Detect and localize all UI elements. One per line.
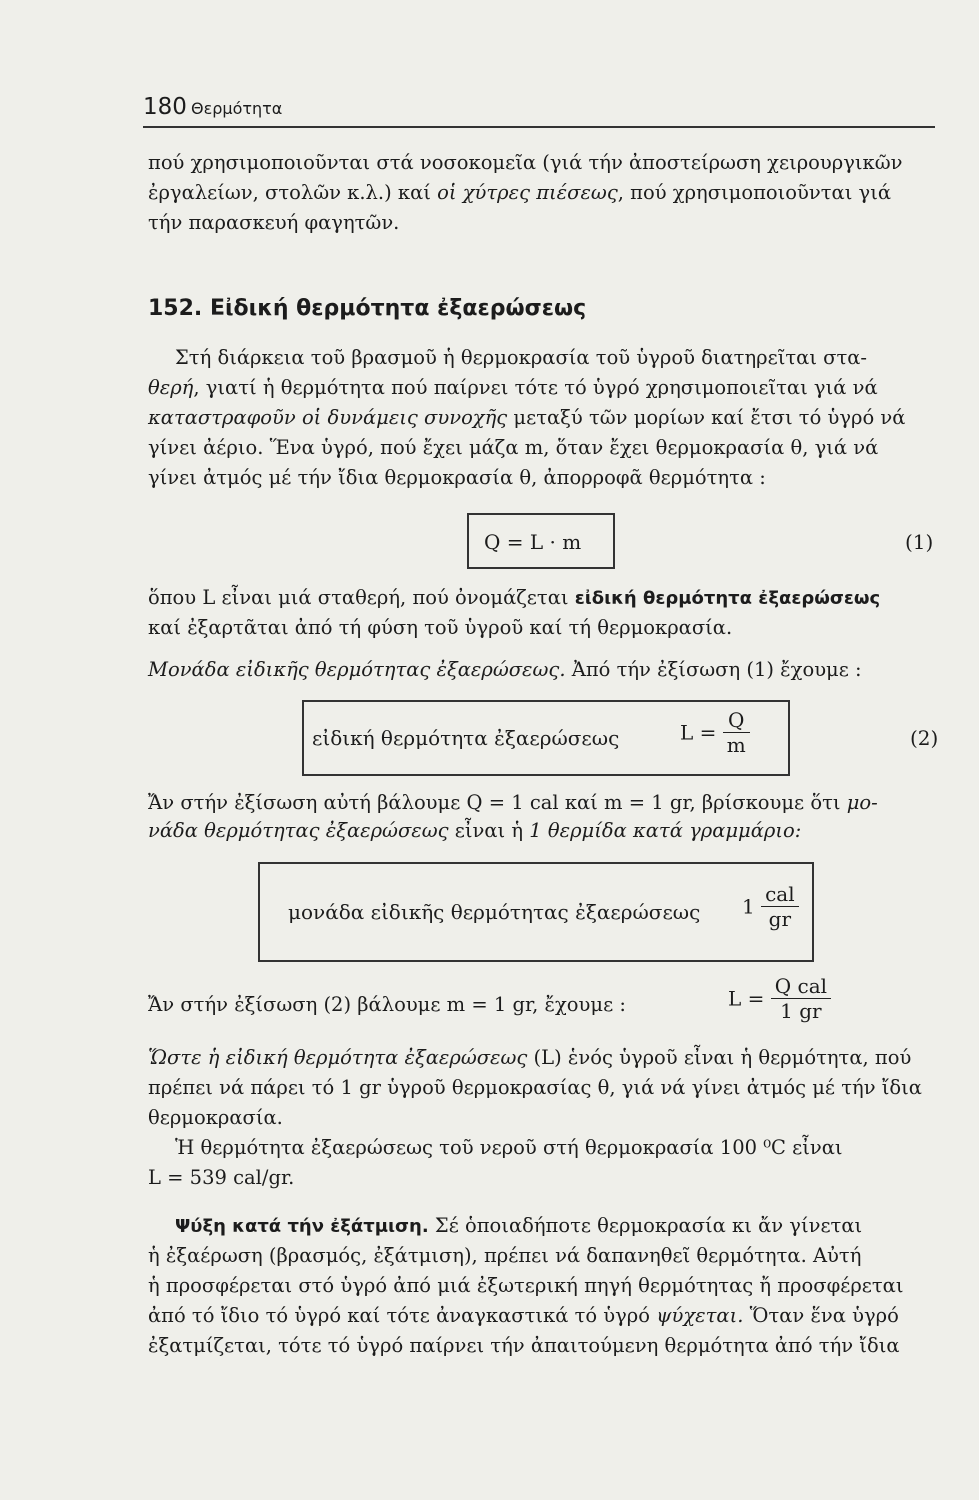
- equation-2-number: (2): [910, 726, 939, 750]
- para5-line-3: θερμοκρασία.: [148, 1106, 283, 1129]
- equation-2: L = $\frac{Q}{m}$: [680, 708, 750, 757]
- equation-2-label: εἰδική θερμότητα ἐξαερώσεως: [312, 726, 620, 750]
- intro-line-2: ἐργαλείων, στολῶν κ.λ.) καί οἱ χύτρες πιέσεως, πού χρησιμοποιοῦνται γιά: [148, 181, 892, 204]
- intro-line-1: πού χρησιμοποιοῦνται στά νοσοκομεῖα (γιά τήν ἀποστείρωση χειρουργικῶν: [148, 151, 903, 174]
- intro-line-3: τήν παρασκευή φαγητῶν.: [148, 211, 400, 234]
- equation-3-label: μονάδα εἰδικῆς θερμότητας ἐξαερώσεως: [288, 900, 701, 924]
- para1-line-1: Στή διάρκεια τοῦ βρασμοῦ ἡ θερμοκρασία τοῦ ὑγροῦ διατηρεῖται στα-: [175, 346, 868, 369]
- equation-3: 1 $\frac{\text{cal}}{gr}$: [742, 882, 799, 931]
- para7-line-1: Ψύξη κατά τήν ἐξάτμιση. Σέ ὁποιαδήποτε θερμοκρασία κι ἄν γίνεται: [175, 1214, 863, 1237]
- para4-line: Ἄν στήν ἐξίσωση (2) βάλουμε m = 1 gr, ἔχουμε :: [148, 993, 626, 1016]
- equation-1-number: (1): [905, 530, 934, 554]
- para7-line-5: ἐξατμίζεται, τότε τό ὑγρό παίρνει τήν ἀπαιτούμενη θερμότητα ἀπό τήν ἴδια: [148, 1334, 900, 1357]
- equation-1: Q = L · m: [484, 530, 582, 554]
- para5-line-1: Ὥστε ἡ εἰδική θερμότητα ἐξαερώσεως (L) ἑνός ὑγροῦ εἶναι ἡ θερμότητα, πού: [148, 1046, 912, 1069]
- para7-line-2: ἡ ἐξαέρωση (βρασμός, ἐξάτμιση), πρέπει νά δαπανηθεῖ θερμότητα. Αὐτή: [148, 1244, 862, 1267]
- para1-line-2: θερή, γιατί ἡ θερμότητα πού παίρνει τότε τό ὑγρό χρησιμοποιεῖται γιά νά: [148, 376, 878, 399]
- equation-4: L = $\frac{\text{Q cal}}{1 gr}$: [728, 974, 831, 1023]
- running-title: Θερμότητα: [191, 99, 283, 118]
- units-line: Μονάδα εἰδικῆς θερμότητας ἐξαερώσεως. Ἀπό τήν ἐξίσωση (1) ἔχουμε :: [148, 658, 862, 681]
- para1-line-4: γίνει ἀέριο. Ἕνα ὑγρό, πού ἔχει μάζα m, ὅταν ἔχει θερμοκρασία θ, γιά νά: [148, 436, 879, 459]
- para3-line-2: νάδα θερμότητας ἐξαερώσεως εἶναι ἡ 1 θερμίδα κατά γραμμάριο:: [148, 819, 802, 842]
- header-rule: [143, 126, 935, 128]
- para5-line-2: πρέπει νά πάρει τό 1 gr ὑγροῦ θερμοκρασίας θ, γιά νά γίνει ἀτμός μέ τήν ἴδια: [148, 1076, 922, 1099]
- para1-line-3: καταστραφοῦν οἱ δυνάμεις συνοχῆς μεταξύ τῶν μορίων καί ἔτσι τό ὑγρό νά: [148, 406, 906, 429]
- para3-line-1: Ἄν στήν ἐξίσωση αὐτή βάλουμε Q = 1 cal καί m = 1 gr, βρίσκουμε ὅτι μο-: [148, 791, 878, 814]
- term-pressure-cooker: οἱ χύτρες πιέσεως: [437, 181, 618, 204]
- para6-line-1: Ἡ θερμότητα ἐξαερώσεως τοῦ νεροῦ στή θερμοκρασία 100 ⁰C εἶναι: [175, 1136, 843, 1159]
- para2-line-1: ὅπου L εἶναι μιά σταθερή, πού ὀνομάζεται εἰδική θερμότητα ἐξαερώσεως: [148, 586, 881, 609]
- para1-line-5: γίνει ἀτμός μέ τήν ἴδια θερμοκρασία θ, ἀπορροφᾶ θερμότητα :: [148, 466, 766, 489]
- page-header: [143, 94, 935, 126]
- para7-line-4: ἀπό τό ἴδιο τό ὑγρό καί τότε ἀναγκαστικά τό ὑγρό ψύχεται. Ὅταν ἕνα ὑγρό: [148, 1304, 899, 1327]
- para2-line-2: καί ἐξαρτᾶται ἀπό τή φύση τοῦ ὑγροῦ καί τή θερμοκρασία.: [148, 616, 733, 639]
- para7-line-3: ἡ προσφέρεται στό ὑγρό ἀπό μιά ἐξωτερική πηγή θερμότητας ἤ προσφέρεται: [148, 1274, 904, 1297]
- para6-line-2: L = 539 cal/gr.: [148, 1166, 295, 1189]
- page-number: 180: [143, 94, 187, 120]
- section-title: 152. Εἰδική θερμότητα ἐξαερώσεως: [148, 296, 587, 321]
